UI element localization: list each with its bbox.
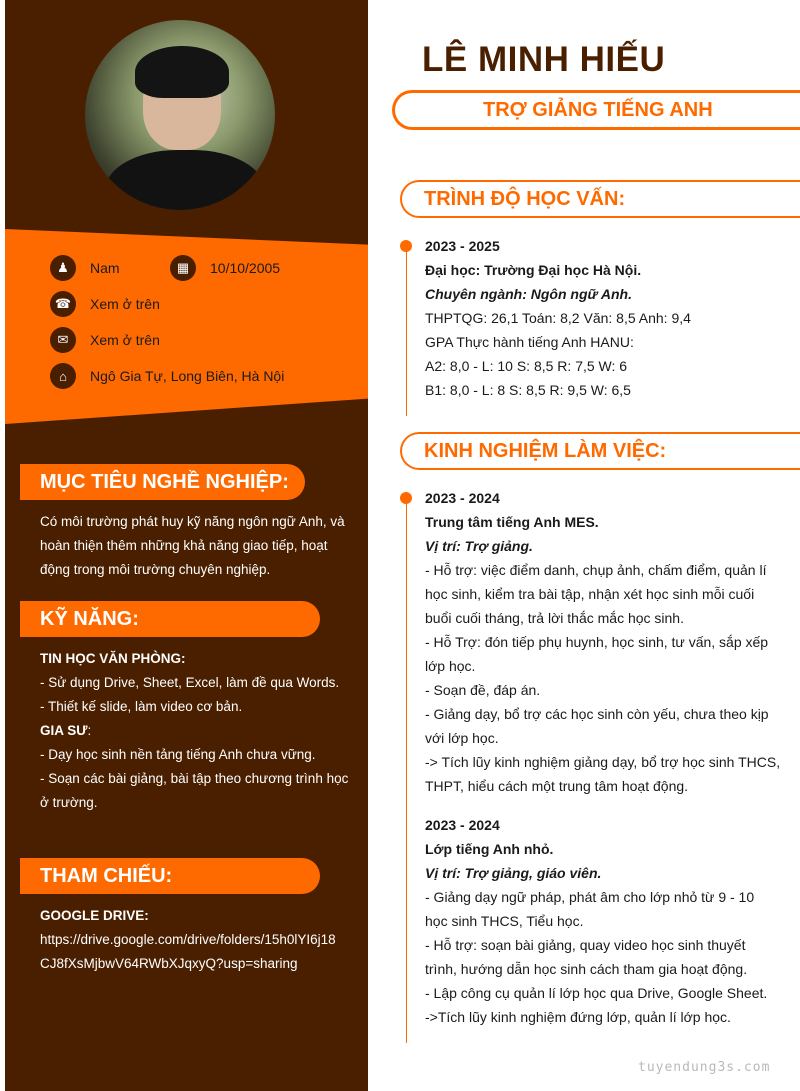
contact-gender <box>50 255 120 281</box>
education-line: B1: 8,0 - L: 8 S: 8,5 R: 9,5 W: 6,5 <box>425 382 631 398</box>
objective-line: động trong môi trường chuyên nghiệp. <box>40 562 271 577</box>
job-line: lớp học. <box>425 658 476 674</box>
candidate-name: LÊ MINH HIẾU <box>422 40 666 79</box>
address-text: Ngô Gia Tự, Long Biên, Hà Nội <box>90 368 285 384</box>
experience-timeline <box>406 498 407 1043</box>
education-line: THPTQG: 26,1 Toán: 8,2 Văn: 8,5 Anh: 9,4 <box>425 310 691 326</box>
job-line: học sinh, kiểm tra bài tập, nhận xét học sinh mỗi cuối <box>425 586 755 602</box>
education-timeline <box>406 246 407 416</box>
education-entry <box>425 234 785 402</box>
job-period: 2023 - 2024 <box>425 817 500 833</box>
phone-text: Xem ở trên <box>90 296 160 312</box>
job-position: Vị trí: Trợ giảng. <box>425 538 533 554</box>
job-company: Trung tâm tiếng Anh MES. <box>425 514 599 530</box>
job-company: Lớp tiếng Anh nhỏ. <box>425 841 554 857</box>
job-line: với lớp học. <box>425 730 499 746</box>
job-line: - Hỗ trợ: việc điểm danh, chụp ảnh, chấm điểm, quản lí <box>425 562 767 578</box>
skill-item: ở trường. <box>40 795 98 810</box>
photo-shirt <box>105 150 265 210</box>
job-line: ->Tích lũy kinh nghiệm đứng lớp, quản lí lớp học. <box>425 1009 731 1025</box>
education-line: GPA Thực hành tiếng Anh HANU: <box>425 334 634 350</box>
tutor-heading-label: GIA SƯ <box>40 723 88 738</box>
contact-phone <box>50 291 160 317</box>
education-major: Chuyên ngành: Ngôn ngữ Anh. <box>425 286 632 302</box>
job-line: - Hỗ Trợ: đón tiếp phụ huynh, học sinh, tư vấn, sắp xếp <box>425 634 769 650</box>
skill-item: - Thiết kế slide, làm video cơ bản. <box>40 699 243 714</box>
education-school: Đại học: Trường Đại học Hà Nội. <box>425 262 642 278</box>
education-dot <box>400 240 412 252</box>
gender-icon: ♟ <box>50 255 76 281</box>
email-text: Xem ở trên <box>90 332 160 348</box>
tutor-heading-colon: : <box>87 723 92 738</box>
experience-dot <box>400 492 412 504</box>
job-line: - Giảng dạy, bổ trợ các học sinh còn yếu, chưa theo kịp <box>425 706 769 722</box>
objective-line: hoàn thiện thêm những khả năng giao tiếp, hoạt <box>40 538 328 553</box>
tutor-skills-heading <box>40 719 360 743</box>
job-line: - Lập công cụ quản lí lớp học qua Drive, Google Sheet. <box>425 985 768 1001</box>
experience-entry-2 <box>425 813 785 1029</box>
job-line: - Soạn đề, đáp án. <box>425 682 541 698</box>
contact-birthdate <box>170 255 280 281</box>
job-line: - Giảng dạy ngữ pháp, phát âm cho lớp nhỏ từ 9 - 10 <box>425 889 755 905</box>
home-icon: ⌂ <box>50 363 76 389</box>
drive-link-line[interactable]: https://drive.google.com/drive/folders/15h0lYI6j18 <box>40 932 336 947</box>
skill-item: - Sử dụng Drive, Sheet, Excel, làm đề qua Words. <box>40 675 340 690</box>
profile-photo <box>85 20 275 210</box>
job-title: TRỢ GIẢNG TIẾNG ANH <box>392 90 800 130</box>
mail-icon: ✉ <box>50 327 76 353</box>
references-heading: THAM CHIẾU: <box>20 858 320 894</box>
job-line: -> Tích lũy kinh nghiệm giảng dạy, bổ trợ học sinh THCS, <box>425 754 781 770</box>
gender-text: Nam <box>90 260 120 276</box>
job-position: Vị trí: Trợ giảng, giáo viên. <box>425 865 602 881</box>
google-drive-label: GOOGLE DRIVE: <box>40 908 149 923</box>
job-line: - Hỗ trợ: soạn bài giảng, quay video học sinh thuyết <box>425 937 746 953</box>
watermark: tuyendung3s.com <box>638 1060 771 1075</box>
phone-icon: ☎ <box>50 291 76 317</box>
education-line: A2: 8,0 - L: 10 S: 8,5 R: 7,5 W: 6 <box>425 358 628 374</box>
job-line: trình, hướng dẫn học sinh cách tham gia hoạt động. <box>425 961 748 977</box>
calendar-icon: ▦ <box>170 255 196 281</box>
drive-link-line[interactable]: CJ8fXsMjbwV64RWbXJqxyQ?usp=sharing <box>40 956 298 971</box>
objective-line: Có môi trường phát huy kỹ năng ngôn ngữ Anh, và <box>40 514 345 529</box>
job-line: THPT, hiểu cách một trung tâm hoạt động. <box>425 778 689 794</box>
office-skills-heading: TIN HỌC VĂN PHÒNG: <box>40 651 186 666</box>
contact-address <box>50 363 284 389</box>
contact-email <box>50 327 160 353</box>
birthdate-text: 10/10/2005 <box>210 260 281 276</box>
job-line: học sinh THCS, Tiểu học. <box>425 913 584 929</box>
experience-entry-1 <box>425 486 785 798</box>
experience-heading: KINH NGHIỆM LÀM VIỆC: <box>400 432 800 470</box>
education-heading: TRÌNH ĐỘ HỌC VẤN: <box>400 180 800 218</box>
skills-text <box>40 647 360 815</box>
photo-hair <box>135 46 229 98</box>
skills-heading: KỸ NĂNG: <box>20 601 320 637</box>
job-line: buổi cuối tháng, trả lời thắc mắc học sinh. <box>425 610 684 626</box>
job-period: 2023 - 2024 <box>425 490 500 506</box>
skill-item: - Dạy học sinh nền tảng tiếng Anh chưa vững. <box>40 747 316 762</box>
skill-item: - Soạn các bài giảng, bài tập theo chương trình học <box>40 771 349 786</box>
education-period: 2023 - 2025 <box>425 238 500 254</box>
references-text <box>40 904 360 976</box>
career-objective-text <box>40 510 360 582</box>
career-objective-heading: MỤC TIÊU NGHỀ NGHIỆP: <box>20 464 305 500</box>
